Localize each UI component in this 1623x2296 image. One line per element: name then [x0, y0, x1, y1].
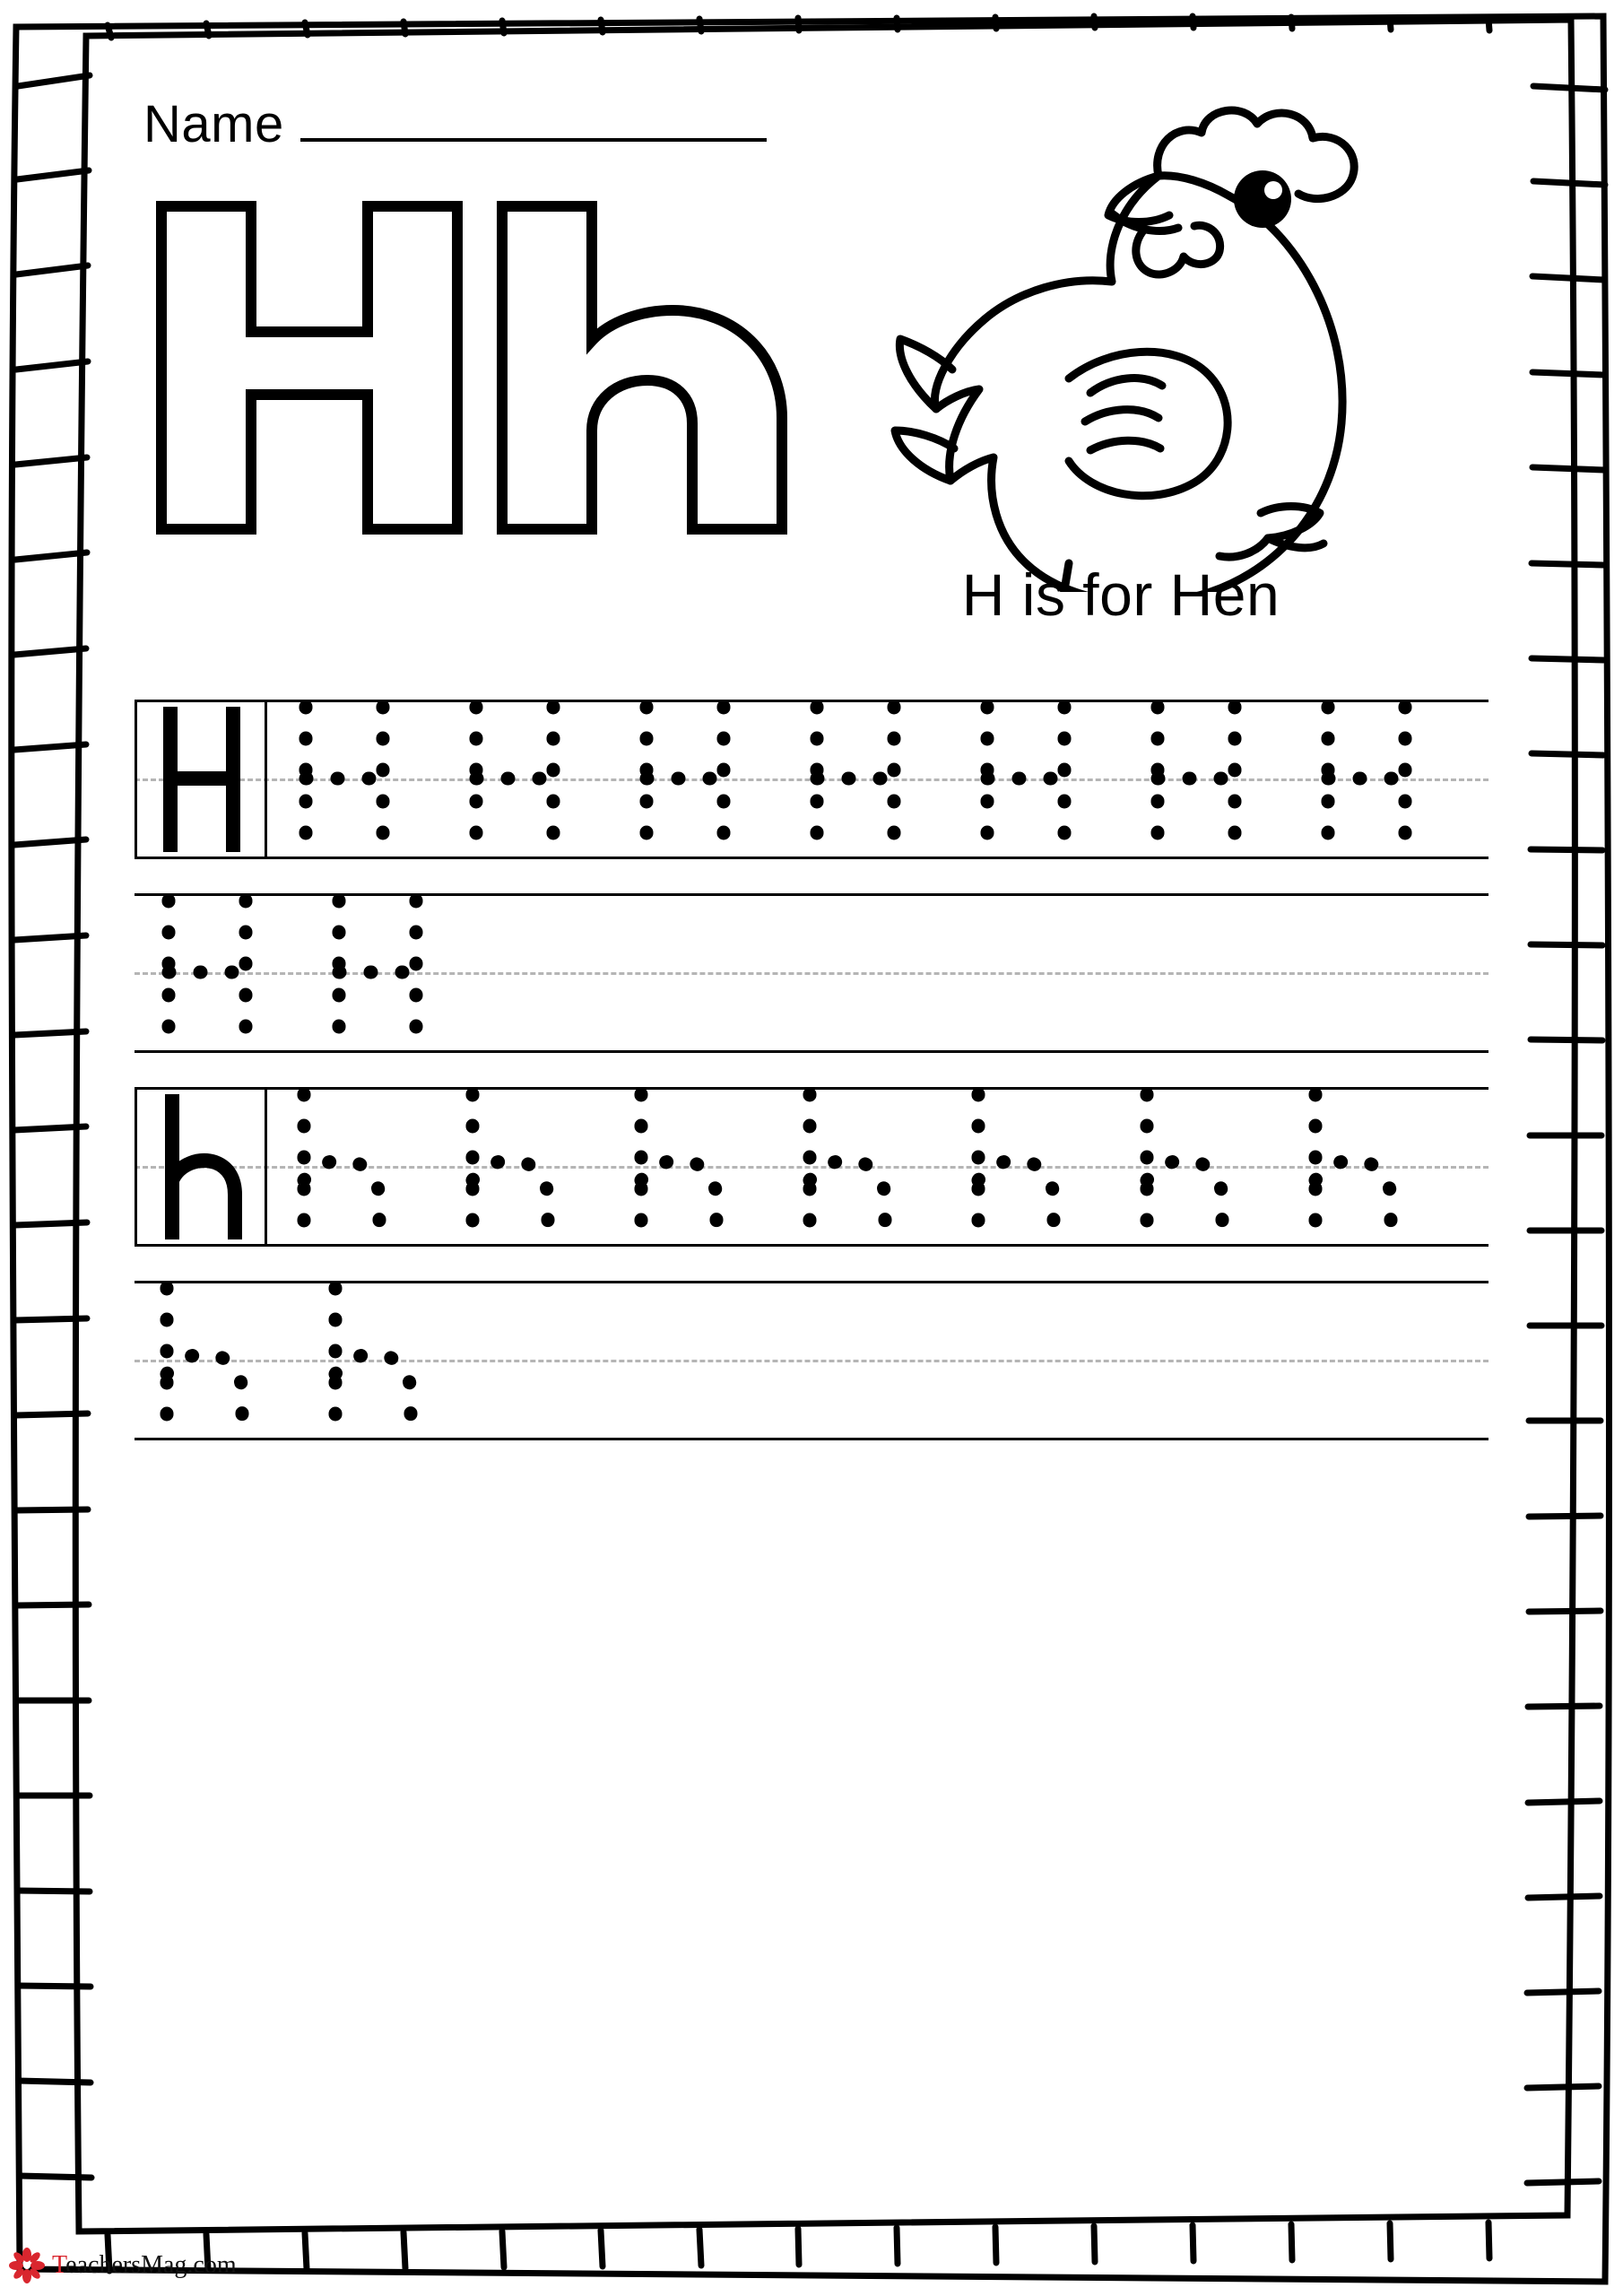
practice-row-lowercase-full[interactable]: [81, 1087, 1533, 1247]
practice-row-uppercase-full[interactable]: [81, 700, 1533, 859]
model-letter-uppercase-H: [136, 700, 266, 859]
trace-letters-uppercase-H[interactable]: [273, 700, 1488, 859]
brand-text[interactable]: [52, 2251, 237, 2280]
practice-rows: [81, 700, 1533, 1474]
brand-rest: eachersMag.com: [65, 2251, 237, 2279]
footer-brand[interactable]: [9, 2248, 237, 2283]
big-letters-Hh: [143, 188, 861, 547]
practice-row-uppercase-partial[interactable]: [81, 893, 1533, 1053]
trace-letters-lowercase-h-partial[interactable]: [136, 1281, 1488, 1440]
name-label: Name: [143, 95, 284, 153]
flower-icon: [9, 2248, 45, 2283]
practice-row-lowercase-partial[interactable]: [81, 1281, 1533, 1440]
name-input-line[interactable]: [300, 138, 767, 142]
brand-initial: T: [52, 2251, 66, 2279]
caption-text: H is for Hen: [961, 561, 1280, 628]
name-row: [143, 95, 767, 153]
trace-letters-uppercase-H-partial[interactable]: [136, 893, 1488, 1053]
trace-letters-lowercase-h[interactable]: [273, 1087, 1488, 1247]
model-letter-lowercase-h: [136, 1087, 266, 1247]
hen-illustration: [843, 90, 1399, 592]
worksheet-content: [54, 36, 1569, 2206]
